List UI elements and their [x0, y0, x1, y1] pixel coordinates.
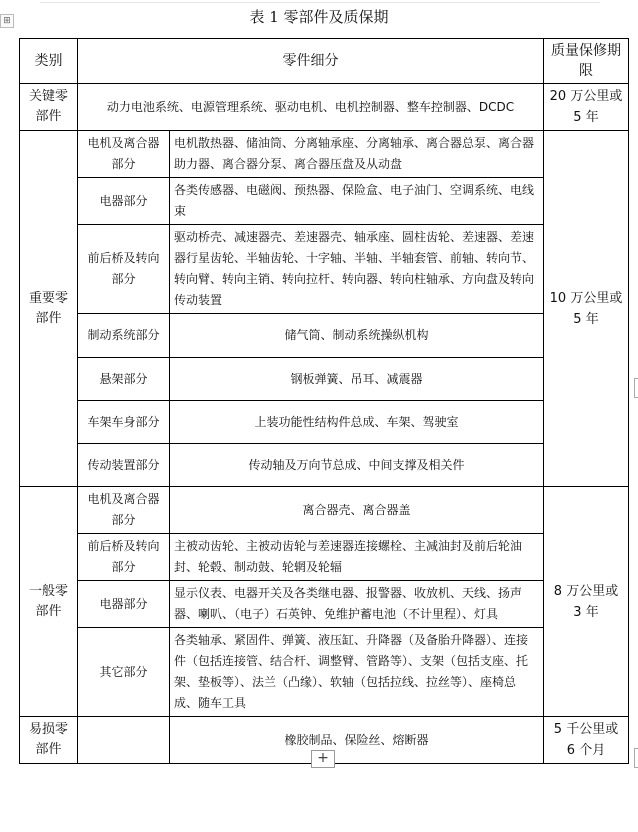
sub-name: 悬架部分	[78, 358, 170, 401]
warranty-general: 8 万公里或 3 年	[544, 487, 629, 717]
category-key: 关键零部件	[20, 84, 78, 131]
header-warranty: 质量保修期限	[544, 39, 629, 84]
sub-name-empty	[78, 717, 170, 764]
sub-name: 前后桥及转向部分	[78, 534, 170, 581]
table-row	[20, 314, 629, 358]
table-row	[20, 487, 629, 534]
sub-name: 传动装置部分	[78, 444, 170, 487]
right-resize-handle[interactable]	[634, 378, 638, 398]
table-row	[20, 178, 629, 225]
sub-name: 电器部分	[78, 178, 170, 225]
table-row	[20, 628, 629, 717]
sub-detail: 电机散热器、储油筒、分离轴承座、分离轴承、离合器总泵、离合器助力器、离合器分泵、离合器压盘及从动盘	[170, 131, 544, 178]
sub-detail: 储气筒、制动系统操纵机构	[170, 314, 544, 358]
table-row	[20, 401, 629, 444]
sub-detail: 上装功能性结构件总成、车架、驾驶室	[170, 401, 544, 444]
sub-name: 电机及离合器部分	[78, 487, 170, 534]
right-resize-handle-bottom[interactable]	[634, 748, 638, 768]
sub-name: 制动系统部分	[78, 314, 170, 358]
table-row	[20, 358, 629, 401]
table-row	[20, 534, 629, 581]
sub-name: 电机及离合器部分	[78, 131, 170, 178]
warranty-key: 20 万公里或 5 年	[544, 84, 629, 131]
table-header-row	[20, 39, 629, 84]
sub-detail: 各类轴承、紧固件、弹簧、液压缸、升降器（及备胎升降器）、连接件（包括连接管、结合杆、调整臂、管路等）、支架（包括支座、托架、垫板等）、法兰（凸缘）、软轴（包括拉线、拉丝等）、座椅总成、随车工具	[170, 628, 544, 717]
sub-detail: 驱动桥壳、减速器壳、差速器壳、轴承座、圆柱齿轮、差速器、差速器行星齿轮、半轴齿轮、十字轴、半轴、半轴套管、前轴、转向节、转向臂、转向主销、转向拉杆、转向器、转向柱轴承、方向盘及转向传动装置	[170, 225, 544, 314]
header-detail: 零件细分	[78, 39, 544, 84]
header-category: 类别	[20, 39, 78, 84]
sub-detail: 各类传感器、电磁阀、预热器、保险盒、电子油门、空调系统、电线束	[170, 178, 544, 225]
category-wear: 易损零部件	[20, 717, 78, 764]
sub-name: 前后桥及转向部分	[78, 225, 170, 314]
detail-key: 动力电池系统、电源管理系统、驱动电机、电机控制器、整车控制器、DCDC	[78, 84, 544, 131]
sub-detail: 离合器壳、离合器盖	[170, 487, 544, 534]
warranty-table	[19, 38, 629, 764]
sub-detail: 钢板弹簧、吊耳、减震器	[170, 358, 544, 401]
table-row	[20, 225, 629, 314]
table-title: 表 1 零部件及质保期	[249, 8, 389, 26]
table-row	[20, 444, 629, 487]
table-row	[20, 131, 629, 178]
warranty-important: 10 万公里或 5 年	[544, 131, 629, 487]
table-row	[20, 581, 629, 628]
sub-detail: 主被动齿轮、主被动齿轮与差速器连接螺栓、主减油封及前后轮油封、轮毂、制动鼓、轮辋及轮辐	[170, 534, 544, 581]
sub-name: 车架车身部分	[78, 401, 170, 444]
warranty-wear: 5 千公里或 6 个月	[544, 717, 629, 764]
category-important: 重要零部件	[20, 131, 78, 487]
sub-detail: 传动轴及万向节总成、中间支撑及相关件	[170, 444, 544, 487]
sub-detail: 显示仪表、电器开关及各类继电器、报警器、收放机、天线、扬声器、喇叭、（电子）石英钟、免维护蓄电池（不计里程）、灯具	[170, 581, 544, 628]
sub-name: 其它部分	[78, 628, 170, 717]
category-general: 一般零部件	[20, 487, 78, 717]
table-move-handle-icon[interactable]: ⊞	[0, 14, 14, 28]
table-row	[20, 84, 629, 131]
top-border-line	[40, 2, 600, 3]
detail-wear: 橡胶制品、保险丝、熔断器	[170, 717, 544, 764]
sub-name: 电器部分	[78, 581, 170, 628]
add-row-button[interactable]: +	[311, 750, 335, 768]
